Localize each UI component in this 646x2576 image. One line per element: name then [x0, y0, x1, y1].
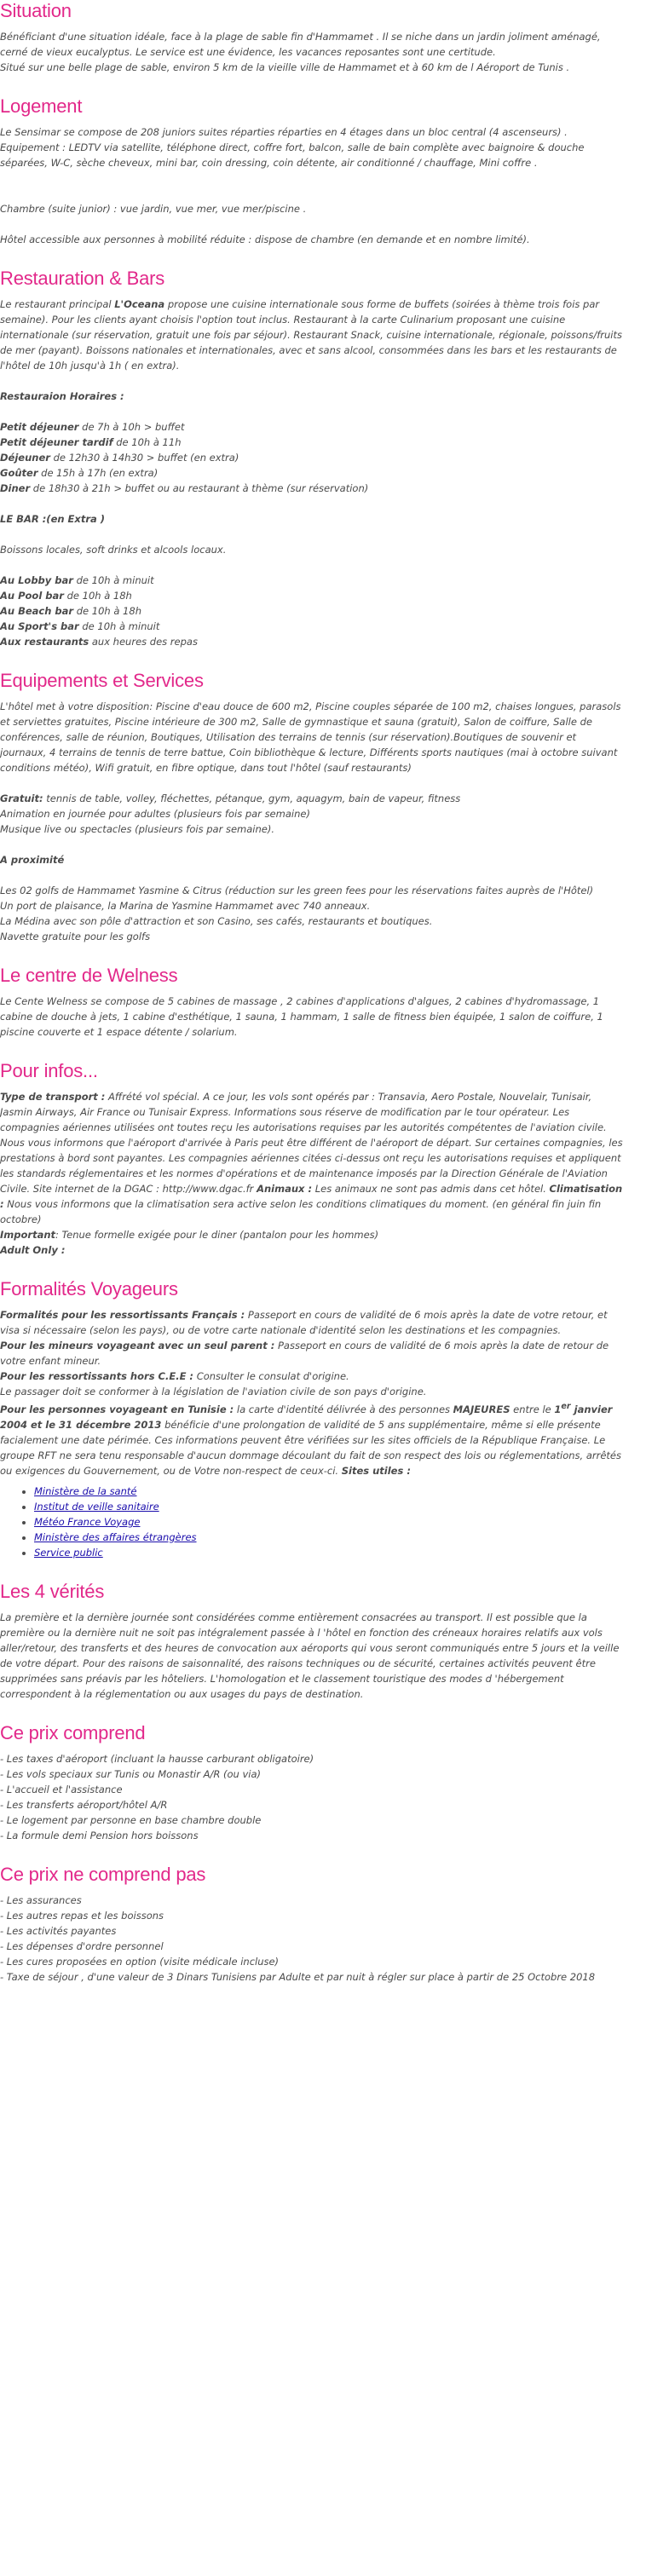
- horaire-text: de 15h à 17h (en extra): [37, 467, 159, 479]
- bar-hours: de 10h à minuit: [72, 574, 154, 586]
- bar-label: Aux restaurants: [0, 636, 89, 648]
- section-infos: [0, 1060, 626, 1258]
- tunisie-text-a: la carte d'identité délivrée à des personnes: [234, 1403, 453, 1415]
- proximite-title-text: A proximité: [0, 854, 65, 866]
- intro-restaurant-name: L'Oceana: [114, 298, 165, 310]
- link-meteo[interactable]: Météo France Voyage: [34, 1515, 141, 1528]
- musique-line: Musique live ou spectacles (plusieurs fois par semaine).: [0, 823, 274, 835]
- gratuit-text: tennis de table, volley, fléchettes, pétanque, gym, aquagym, bain de vapeur, fitness: [43, 792, 461, 804]
- section-restauration: [0, 268, 626, 649]
- ne-comprend-item: - Les cures proposées en option (visite médicale incluse): [0, 1955, 280, 1968]
- logement-p2: Chambre (suite junior) : vue jardin, vue mer, vue mer/piscine .: [0, 203, 307, 215]
- situation-line2: Situé sur une belle plage de sable, environ 5 km de la vieille ville de Hammamet et à 60 km de l Aéroport de Tunis .: [0, 61, 570, 73]
- horaire-label: Goûter: [0, 467, 38, 479]
- proximite-item: Un port de plaisance, la Marina de Yasmine Hammamet avec 740 anneaux.: [0, 900, 371, 912]
- transport-text: Affrété vol spécial. A ce jour, les vols sont opérés par : Transavia, Aero Postale, Nouvelair, Tunisair, Jasmin Airways, Air France ou Tunisair Express. Informations sous réserve de modification par le tour opérateur. Les compagnies aériennes utilisées ont toutes reçu les autorisations requises par les autorités compétentes de l'aviation civile. Nous vous informons que l'aéroport d'arrivée à Paris peut être différent de l'aéroport de départ. Sur certaines compagnies, les prestations à bord sont payantes. Les compagnies aériennes citées ci-dessus ont reçu les autorisations requises et appliquent les standards réglementaires et les normes d'opérations et de maintenance imposés par la Direction Générale de l'Aviation Civile. Site internet de la DGAC : http://www.dgac.fr: [0, 1091, 623, 1195]
- proximite-item: Les 02 golfs de Hammamet Yasmine & Citrus (réduction sur les green fees pour les réservations faites auprès de l'Hôtel): [0, 885, 594, 896]
- cee-text: Consulter le consulat d'origine.: [193, 1370, 349, 1382]
- bar-title: [0, 511, 626, 527]
- bar-item: [0, 573, 626, 588]
- important-label: Important: [0, 1229, 56, 1241]
- bar-label: Au Lobby bar: [0, 574, 73, 586]
- link-affaires-etrangeres[interactable]: Ministère des affaires étrangères: [34, 1530, 197, 1543]
- link-sante[interactable]: Ministère de la santé: [34, 1484, 137, 1497]
- situation-line1: Bénéficiant d'une situation idéale, face à la plage de sable fin d'Hammamet . Il se niche dans un jardin joliment aménagé, cerné de vieux eucalyptus. Le service est une évidence, les vacances reposantes sont une certitude.: [0, 31, 601, 58]
- mineurs-label: Pour les mineurs voyageant avec un seul parent :: [0, 1340, 275, 1351]
- comprend-item: - La formule demi Pension hors boissons: [0, 1829, 199, 1841]
- clim-text: Nous vous informons que la climatisation sera active selon les conditions climatiques du moment. (en général fin juin fin octobre): [0, 1198, 602, 1225]
- bar-text: Boissons locales, soft drinks et alcools locaux.: [0, 544, 227, 556]
- date-rest: janvier 2004 et le 31 décembre 2013: [0, 1403, 613, 1431]
- bar-item: [0, 619, 626, 634]
- horaire-item: [0, 435, 626, 450]
- verites-title: Les 4 vérités: [0, 1580, 105, 1602]
- fr-label: Formalités pour les ressortissants Français :: [0, 1309, 245, 1321]
- bar-label: Au Beach bar: [0, 605, 74, 617]
- bar-item: [0, 588, 626, 603]
- list-item: [34, 1545, 626, 1560]
- horaire-label: Diner: [0, 482, 31, 494]
- ne-comprend-item: - Les autres repas et les boissons: [0, 1909, 164, 1922]
- equipements-title: Equipements et Services: [0, 670, 204, 691]
- tunisie-text-b: entre le: [510, 1403, 555, 1415]
- comprend-item: - Les transferts aéroport/hôtel A/R: [0, 1798, 168, 1811]
- formalites-conformer: Le passager doit se conformer à la législation de l'aviation civile de son pays d'origine.: [0, 1386, 427, 1397]
- proximite-item: Navette gratuite pour les golfs: [0, 931, 151, 942]
- formalites-title: Formalités Voyageurs: [0, 1278, 178, 1300]
- bar-title-text: LE BAR :(en Extra ): [0, 513, 106, 525]
- proximite-title: [0, 852, 626, 867]
- infos-adult: [0, 1242, 626, 1258]
- horaire-label: Déjeuner: [0, 452, 50, 464]
- transport-label: Type de transport :: [0, 1091, 106, 1103]
- formalites-cee: [0, 1369, 626, 1384]
- mineurs-text: Passeport en cours de validité de 6 mois après la date de retour de votre enfant mineur.: [0, 1340, 609, 1367]
- section-welness: [0, 965, 626, 1040]
- formalites-mineurs: [0, 1338, 626, 1369]
- formalites-fr: [0, 1307, 626, 1338]
- horaire-text: de 7h à 10h > buffet: [78, 421, 185, 433]
- majeures-text: MAJEURES: [453, 1403, 510, 1415]
- horaire-text: de 12h30 à 14h30 > buffet (en extra): [49, 452, 239, 464]
- list-item: [34, 1514, 626, 1530]
- section-ne-comprend: [0, 1864, 626, 1985]
- verites-text: La première et la dernière journée sont considérées comme entièrement consacrées au transport. Il est possible que la première ou la dernière nuit ne soit pas intégralement passée à l 'hôtel en fonction des créneaux horaires relatifs aux vols aller/retour, des transferts et des heures de convocation aux aéroports qui vous seront communiqués entre 5 jours et la veille de votre départ. Pour des raisons de saisonnalité, des raisons techniques ou de sécurité, certaines activités peuvent être supprimées sans préavis par les hôteliers. L'homologation et le classement touristique des modes d 'hébergement correspondent à la réglementation ou aux usages du pays de destination.: [0, 1611, 620, 1700]
- link-veille-sanitaire[interactable]: Institut de veille sanitaire: [34, 1500, 159, 1513]
- bar-hours: de 10h à minuit: [78, 620, 160, 632]
- bar-item: [0, 634, 626, 649]
- ne-comprend-item: - Les dépenses d'ordre personnel: [0, 1939, 164, 1952]
- section-situation: [0, 0, 626, 75]
- bar-hours: de 10h à 18h: [73, 605, 141, 617]
- ne-comprend-item: - Taxe de séjour , d'une valeur de 3 Dinars Tunisiens par Adulte et par nuit à régler sur place à partir de 25 Octobre 2018: [0, 1970, 596, 1983]
- date-day: 1: [554, 1403, 562, 1415]
- logement-p1: Le Sensimar se compose de 208 juniors suites réparties réparties en 4 étages dans un bloc central (4 ascenseurs) . Equipement : LEDTV via satellite, téléphone direct, coffre fort, balcon, salle de bain complète avec baignoire & douche séparées, W-C, sèche cheveux, mini bar, coin dressing, coin détente, air conditionné / chauffage, Mini coffre .: [0, 126, 585, 169]
- comprend-item: - Les vols speciaux sur Tunis ou Monastir A/R (ou via): [0, 1767, 261, 1780]
- gratuit-label: Gratuit:: [0, 792, 43, 804]
- gratuit-line: [0, 791, 626, 806]
- intro-a: Le restaurant principal: [0, 298, 115, 310]
- intro-c: propose une cuisine internationale sous forme de buffets (soirées à thème trois fois par semaine). Pour les clients ayant choisis l'option tout inclus. Restaurant à la carte Culinarium proposant une cuisine internationale (sur réservation, gratuit une fois par séjour). Restaurant Snack, cuisine internationale, régionale, poissons/fruits de mer (payant). Boissons nationales et internationales, avec et sans alcool, consommées dans les bars et les restaurants de l'hôtel de 10h jusqu'à 1h ( en extra).: [0, 298, 622, 372]
- clim-label: Climatisation :: [0, 1183, 623, 1210]
- section-equipements: [0, 670, 626, 944]
- horaires-title-text: Restauraion Horaires :: [0, 390, 124, 402]
- bar-item: [0, 603, 626, 619]
- comprend-item: - L'accueil et l'assistance: [0, 1783, 123, 1795]
- cee-label: Pour les ressortissants hors C.E.E :: [0, 1370, 194, 1382]
- spacer: [0, 186, 626, 201]
- restauration-title: Restauration & Bars: [0, 268, 165, 289]
- ne-comprend-item: - Les assurances: [0, 1893, 82, 1906]
- restauration-intro: [0, 297, 626, 373]
- horaire-item: [0, 481, 626, 496]
- welness-text: Le Cente Welness se compose de 5 cabines de massage , 2 cabines d'applications d'algues, 2 cabines d'hydromassage, 1 cabine de douche à jets, 1 cabine d'esthétique, 1 sauna, 1 hammam, 1 salle de fitness bien équipée, 1 salon de coiffure, 1 piscine couverte et 1 espace détente / solarium.: [0, 995, 603, 1038]
- infos-title: Pour infos...: [0, 1060, 98, 1081]
- bar-hours: aux heures des repas: [89, 636, 198, 648]
- link-service-public[interactable]: Service public: [34, 1546, 103, 1559]
- bar-label: Au Pool bar: [0, 590, 64, 602]
- horaire-text: de 18h30 à 21h > buffet ou au restaurant à thème (sur réservation): [30, 482, 369, 494]
- logement-p3: Hôtel accessible aux personnes à mobilité réduite : dispose de chambre (en demande et en nombre limité).: [0, 233, 530, 245]
- animation-line: Animation en journée pour adultes (plusieurs fois par semaine): [0, 808, 310, 820]
- ne-comprend-title: Ce prix ne comprend pas: [0, 1863, 206, 1885]
- section-comprend: [0, 1722, 626, 1843]
- fr-text: Passeport en cours de validité de 6 mois après la date de votre retour, et visa si nécessaire (selon les pays), ou de votre carte nationale d'identité selon les destinations et les compagnies.: [0, 1309, 608, 1336]
- comprend-title: Ce prix comprend: [0, 1721, 146, 1743]
- list-item: [34, 1499, 626, 1514]
- animaux-text: Les animaux ne sont pas admis dans cet hôtel.: [312, 1183, 550, 1195]
- horaire-item: [0, 450, 626, 465]
- section-logement: [0, 95, 626, 247]
- welness-title: Le centre de Welness: [0, 965, 178, 986]
- comprend-item: - Le logement par personne en base chambre double: [0, 1813, 262, 1826]
- horaire-item: [0, 465, 626, 481]
- horaires-list: [0, 419, 626, 496]
- horaire-item: [0, 419, 626, 435]
- equipements-p1: L'hôtel met à votre disposition: Piscine d'eau douce de 600 m2, Piscine couples séparée de 100 m2, chaises longues, parasols et serviettes gratuites, Piscine intérieure de 300 m2, Salle de gymnastique et sauna (gratuit), Salon de coiffure, Salle de conférences, salle de réunion, Boutiques, Utilisation des terrains de tennis (sur réservation).Boutiques de souvenir et journaux, 4 terrains de tennis de terre battue, Coin bibliothèque & lecture, Différents sports nautiques (mai à octobre suivant conditions météo), Wifi gratuit, en fibre optique, dans tout l'hôtel (sauf restaurants): [0, 700, 621, 774]
- section-verites: [0, 1581, 626, 1702]
- infos-important: [0, 1227, 626, 1242]
- situation-title: Situation: [0, 0, 72, 21]
- horaire-text: de 10h à 11h: [112, 436, 182, 448]
- animaux-label: Animaux :: [257, 1183, 313, 1195]
- logement-title: Logement: [0, 95, 83, 117]
- adult-label: Adult Only :: [0, 1244, 66, 1256]
- infos-transport: [0, 1089, 626, 1227]
- horaire-label: Petit déjeuner tardif: [0, 436, 113, 448]
- tunisie-label: Pour les personnes voyageant en Tunisie :: [0, 1403, 234, 1415]
- tunisie-text-c: bénéficie d'une prolongation de validité de 5 ans supplémentaire, même si elle présente facialement une date périmée. Ces informations peuvent être vérifiées sur les sites officiels de la République Française. Le groupe RFT ne sera tenu responsable d'aucun dommage découlant du fait de son respect des lois ou réglementations, arrêtés ou exigences du Gouvernement, ou de Votre non-respect de ceux-ci.: [0, 1418, 621, 1477]
- sites-label: Sites utiles :: [341, 1464, 411, 1477]
- bar-hours: de 10h à 18h: [63, 590, 132, 602]
- horaire-label: Petit déjeuner: [0, 421, 79, 433]
- proximite-item: La Médina avec son pôle d'attraction et son Casino, ses cafés, restaurants et boutiques.: [0, 915, 433, 927]
- section-formalites: [0, 1278, 626, 1560]
- bars-list: [0, 573, 626, 649]
- horaires-title: [0, 389, 626, 404]
- links-list: [0, 1484, 626, 1560]
- date-sup: er: [561, 1402, 571, 1411]
- comprend-item: - Les taxes d'aéroport (incluant la hausse carburant obligatoire): [0, 1752, 314, 1765]
- list-item: [34, 1484, 626, 1499]
- list-item: [34, 1530, 626, 1545]
- ne-comprend-item: - Les activités payantes: [0, 1924, 117, 1937]
- formalites-tunisie: [0, 1399, 626, 1478]
- important-text: : Tenue formelle exigée pour le diner (pantalon pour les hommes): [55, 1229, 379, 1241]
- bar-label: Au Sport's bar: [0, 620, 79, 632]
